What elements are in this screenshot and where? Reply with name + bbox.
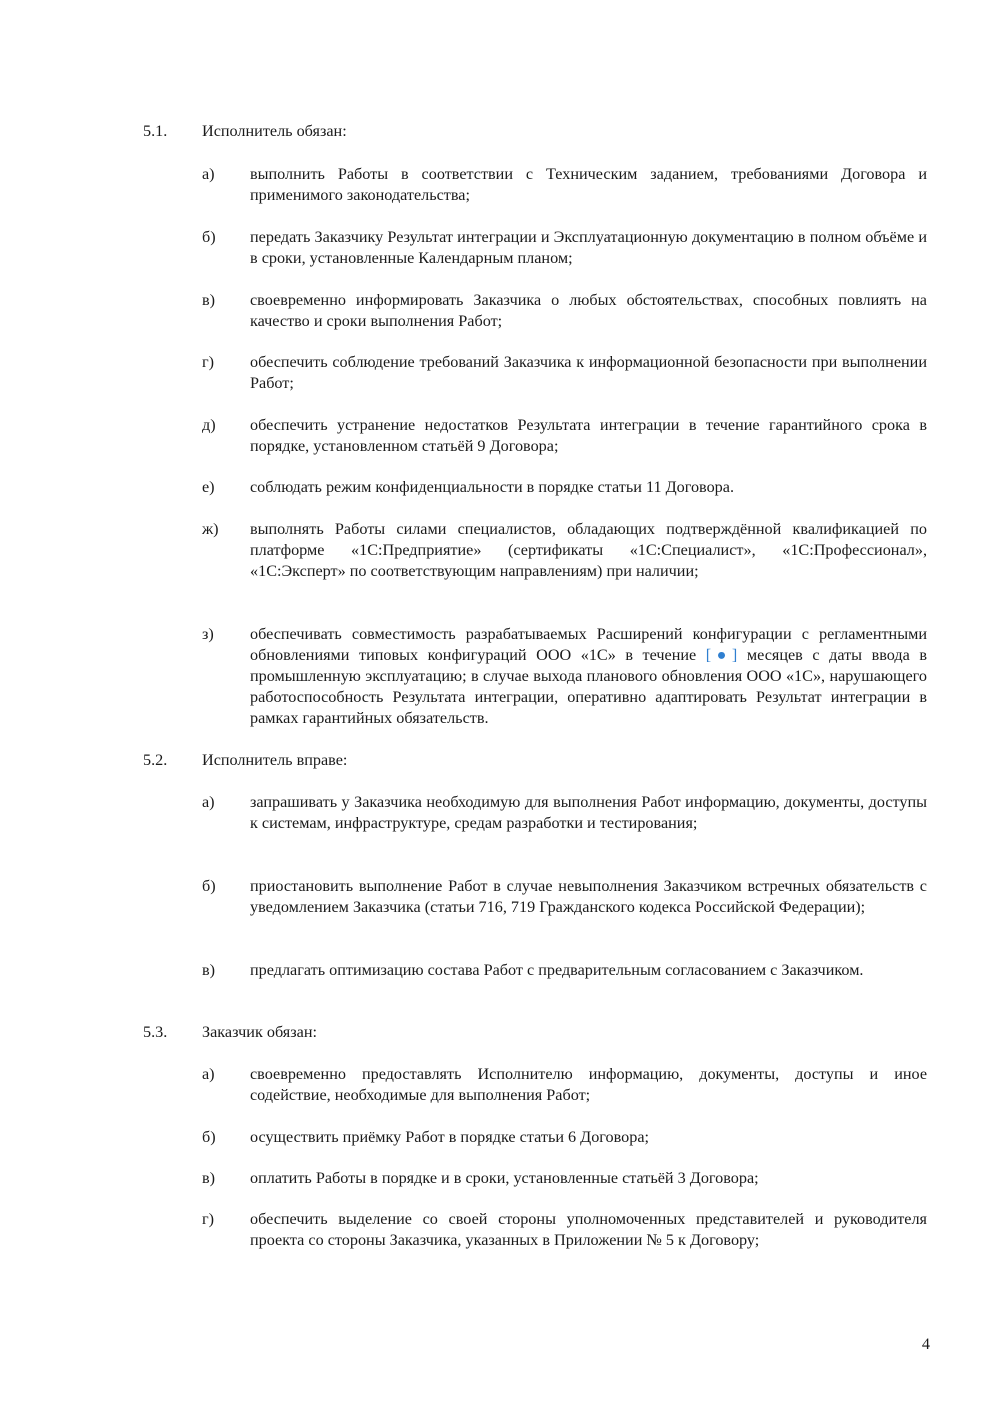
item-letter: е) xyxy=(202,478,215,496)
item-letter: а) xyxy=(202,793,215,811)
item-letter: б) xyxy=(202,877,216,895)
item-letter: г) xyxy=(202,353,215,371)
item-text-after: месяцев с даты ввода в промышленную эксплуатацию; в случае выхода планового обновления ООО «1С», нарушающего работоспособность Результата интеграции, оперативно адаптировать Результат интеграции в рамках гарантийных обязательств. xyxy=(250,646,927,727)
item-letter: в) xyxy=(202,1169,216,1187)
item-text: приостановить выполнение Работ в случае невыполнения Заказчиком встречных обязательств с уведомлением Заказчика (статьи 716, 719 Гражданского кодекса Российской Федерации); xyxy=(250,877,927,916)
item-letter: г) xyxy=(202,1210,215,1228)
clause-title: Заказчик обязан: xyxy=(202,1023,317,1041)
item-text: обеспечить выделение со своей стороны уполномоченных представителей и руководителя проекта со стороны Заказчика, указанных в Приложении № 5 к Договору; xyxy=(250,1210,927,1249)
item-text: обеспечить устранение недостатков Результата интеграции в течение гарантийного срока в порядке, установленном статьёй 9 Договора; xyxy=(250,416,927,455)
item-text-before: обеспечивать совместимость разрабатываемых Расширений конфигурации с регламентными обновлениями типовых конфигураций ООО «1С» в течение xyxy=(250,625,927,664)
item-text: обеспечить соблюдение требований Заказчика к информационной безопасности при выполнении Работ; xyxy=(250,353,927,392)
placeholder-marker: [●] xyxy=(705,646,738,664)
item-text: передать Заказчику Результат интеграции и Эксплуатационную документацию в полном объёме и в сроки, установленные Календарным планом; xyxy=(250,228,927,267)
item-letter: в) xyxy=(202,291,216,309)
item-text: своевременно информировать Заказчика о любых обстоятельствах, способных повлиять на качество и сроки выполнения Работ; xyxy=(250,291,927,330)
item-text: предлагать оптимизацию состава Работ с предварительным согласованием с Заказчиком. xyxy=(250,961,864,979)
item-text: выполнять Работы силами специалистов, обладающих подтверждённой квалификацией по платформе «1С:Предприятие» (сертификаты «1С:Специалист», «1С:Профессионал», «1С:Эксперт» по соответствующим направлениям) при наличии; xyxy=(250,520,927,580)
item-letter: д) xyxy=(202,416,216,434)
item-letter: б) xyxy=(202,228,216,246)
item-text: оплатить Работы в порядке и в сроки, установленные статьёй 3 Договора; xyxy=(250,1169,759,1187)
item-text: запрашивать у Заказчика необходимую для выполнения Работ информацию, документы, доступы к системам, инфраструктуре, средам разработки и тестирования; xyxy=(250,793,927,832)
clause-number: 5.1. xyxy=(143,122,168,140)
clause-title: Исполнитель обязан: xyxy=(202,122,347,140)
item-letter: в) xyxy=(202,961,216,979)
page-number: 4 xyxy=(921,1335,930,1353)
clause-number: 5.2. xyxy=(143,751,168,769)
item-text: своевременно предоставлять Исполнителю информацию, документы, доступы и иное содействие, необходимые для выполнения Работ; xyxy=(250,1065,927,1104)
item-letter: з) xyxy=(202,625,214,643)
item-text: соблюдать режим конфиденциальности в порядке статьи 11 Договора. xyxy=(250,478,735,496)
item-letter: а) xyxy=(202,1065,215,1083)
clause-title: Исполнитель вправе: xyxy=(202,751,348,769)
item-text: осуществить приёмку Работ в порядке статьи 6 Договора; xyxy=(250,1128,650,1146)
item-letter: б) xyxy=(202,1128,216,1146)
item-letter: ж) xyxy=(202,520,219,538)
item-text: выполнить Работы в соответствии с Техническим заданием, требованиями Договора и применимого законодательства; xyxy=(250,165,927,204)
clause-number: 5.3. xyxy=(143,1023,168,1041)
item-text xyxy=(250,624,927,729)
item-letter: а) xyxy=(202,165,215,183)
